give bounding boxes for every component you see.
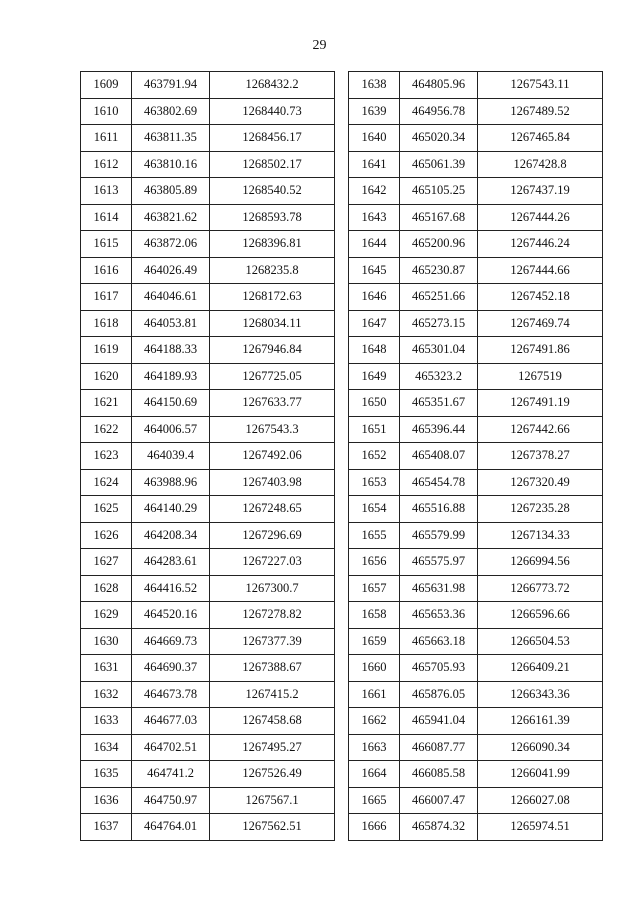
table-row	[81, 496, 335, 523]
table-row	[349, 522, 603, 549]
x-coordinate-cell: 464188.33	[132, 337, 210, 364]
table-row	[349, 575, 603, 602]
table-row	[81, 787, 335, 814]
x-coordinate-cell: 465876.05	[400, 681, 478, 708]
y-coordinate-cell: 1267946.84	[210, 337, 335, 364]
x-coordinate-cell: 464673.78	[132, 681, 210, 708]
x-coordinate-cell: 465874.32	[400, 814, 478, 841]
x-coordinate-cell: 465516.88	[400, 496, 478, 523]
x-coordinate-cell: 463810.16	[132, 151, 210, 178]
x-coordinate-cell: 466087.77	[400, 734, 478, 761]
x-coordinate-cell: 465251.66	[400, 284, 478, 311]
table-row	[349, 469, 603, 496]
point-number-cell: 1624	[81, 469, 132, 496]
table-row	[81, 575, 335, 602]
point-number-cell: 1611	[81, 125, 132, 152]
point-number-cell: 1650	[349, 390, 400, 417]
point-number-cell: 1655	[349, 522, 400, 549]
table-row	[81, 231, 335, 258]
y-coordinate-cell: 1267403.98	[210, 469, 335, 496]
table-row	[349, 681, 603, 708]
x-coordinate-cell: 464416.52	[132, 575, 210, 602]
point-number-cell: 1666	[349, 814, 400, 841]
table-row	[81, 734, 335, 761]
table-row	[81, 125, 335, 152]
table-row	[81, 681, 335, 708]
x-coordinate-cell: 464150.69	[132, 390, 210, 417]
x-coordinate-cell: 465301.04	[400, 337, 478, 364]
point-number-cell: 1640	[349, 125, 400, 152]
x-coordinate-cell: 466007.47	[400, 787, 478, 814]
x-coordinate-cell: 466085.58	[400, 761, 478, 788]
point-number-cell: 1616	[81, 257, 132, 284]
point-number-cell: 1617	[81, 284, 132, 311]
table-row	[349, 814, 603, 841]
table-row	[349, 284, 603, 311]
y-coordinate-cell: 1266041.99	[478, 761, 603, 788]
y-coordinate-cell: 1267388.67	[210, 655, 335, 682]
table-row	[81, 284, 335, 311]
y-coordinate-cell: 1267320.49	[478, 469, 603, 496]
point-number-cell: 1660	[349, 655, 400, 682]
point-number-cell: 1614	[81, 204, 132, 231]
table-row	[81, 204, 335, 231]
y-coordinate-cell: 1267415.2	[210, 681, 335, 708]
table-row	[81, 72, 335, 99]
table-row	[349, 98, 603, 125]
point-number-cell: 1629	[81, 602, 132, 629]
point-number-cell: 1653	[349, 469, 400, 496]
point-number-cell: 1628	[81, 575, 132, 602]
y-coordinate-cell: 1266090.34	[478, 734, 603, 761]
x-coordinate-cell: 463791.94	[132, 72, 210, 99]
point-number-cell: 1627	[81, 549, 132, 576]
y-coordinate-cell: 1267377.39	[210, 628, 335, 655]
page-number: 29	[312, 38, 327, 53]
table-row	[81, 549, 335, 576]
x-coordinate-cell: 463872.06	[132, 231, 210, 258]
y-coordinate-cell: 1267543.11	[478, 72, 603, 99]
y-coordinate-cell: 1266773.72	[478, 575, 603, 602]
point-number-cell: 1626	[81, 522, 132, 549]
x-coordinate-cell: 464026.49	[132, 257, 210, 284]
point-number-cell: 1612	[81, 151, 132, 178]
y-coordinate-cell: 1266504.53	[478, 628, 603, 655]
x-coordinate-cell: 463811.35	[132, 125, 210, 152]
x-coordinate-cell: 465273.15	[400, 310, 478, 337]
table-row	[349, 390, 603, 417]
x-coordinate-cell: 465105.25	[400, 178, 478, 205]
table-row	[81, 655, 335, 682]
y-coordinate-cell: 1268172.63	[210, 284, 335, 311]
point-number-cell: 1615	[81, 231, 132, 258]
point-number-cell: 1625	[81, 496, 132, 523]
x-coordinate-cell: 464764.01	[132, 814, 210, 841]
x-coordinate-cell: 464053.81	[132, 310, 210, 337]
x-coordinate-cell: 465454.78	[400, 469, 478, 496]
y-coordinate-cell: 1267134.33	[478, 522, 603, 549]
coordinates-table-left	[80, 71, 335, 841]
point-number-cell: 1634	[81, 734, 132, 761]
y-coordinate-cell: 1268440.73	[210, 98, 335, 125]
table-row	[349, 125, 603, 152]
x-coordinate-cell: 464690.37	[132, 655, 210, 682]
y-coordinate-cell: 1267526.49	[210, 761, 335, 788]
y-coordinate-cell: 1267633.77	[210, 390, 335, 417]
x-coordinate-cell: 465396.44	[400, 416, 478, 443]
table-row	[81, 814, 335, 841]
point-number-cell: 1649	[349, 363, 400, 390]
point-number-cell: 1641	[349, 151, 400, 178]
table-row	[81, 416, 335, 443]
table-row	[81, 761, 335, 788]
point-number-cell: 1620	[81, 363, 132, 390]
table-row	[349, 257, 603, 284]
table-row	[81, 363, 335, 390]
x-coordinate-cell: 464750.97	[132, 787, 210, 814]
y-coordinate-cell: 1267492.06	[210, 443, 335, 470]
x-coordinate-cell: 465408.07	[400, 443, 478, 470]
point-number-cell: 1659	[349, 628, 400, 655]
y-coordinate-cell: 1268034.11	[210, 310, 335, 337]
table-row	[81, 337, 335, 364]
point-number-cell: 1622	[81, 416, 132, 443]
x-coordinate-cell: 464208.34	[132, 522, 210, 549]
x-coordinate-cell: 464140.29	[132, 496, 210, 523]
x-coordinate-cell: 464702.51	[132, 734, 210, 761]
x-coordinate-cell: 464283.61	[132, 549, 210, 576]
y-coordinate-cell: 1267248.65	[210, 496, 335, 523]
x-coordinate-cell: 464741.2	[132, 761, 210, 788]
table-row	[349, 708, 603, 735]
y-coordinate-cell: 1267437.19	[478, 178, 603, 205]
x-coordinate-cell: 465020.34	[400, 125, 478, 152]
x-coordinate-cell: 465351.67	[400, 390, 478, 417]
x-coordinate-cell: 465631.98	[400, 575, 478, 602]
y-coordinate-cell: 1268456.17	[210, 125, 335, 152]
y-coordinate-cell: 1267491.86	[478, 337, 603, 364]
y-coordinate-cell: 1268396.81	[210, 231, 335, 258]
x-coordinate-cell: 464189.93	[132, 363, 210, 390]
point-number-cell: 1618	[81, 310, 132, 337]
table-row	[349, 72, 603, 99]
table-row	[349, 655, 603, 682]
point-number-cell: 1642	[349, 178, 400, 205]
point-number-cell: 1652	[349, 443, 400, 470]
x-coordinate-cell: 463988.96	[132, 469, 210, 496]
point-number-cell: 1631	[81, 655, 132, 682]
point-number-cell: 1654	[349, 496, 400, 523]
y-coordinate-cell: 1267442.66	[478, 416, 603, 443]
point-number-cell: 1636	[81, 787, 132, 814]
table-row	[349, 363, 603, 390]
x-coordinate-cell: 465705.93	[400, 655, 478, 682]
y-coordinate-cell: 1267543.3	[210, 416, 335, 443]
table-row	[81, 708, 335, 735]
x-coordinate-cell: 463802.69	[132, 98, 210, 125]
y-coordinate-cell: 1267428.8	[478, 151, 603, 178]
point-number-cell: 1639	[349, 98, 400, 125]
table-row	[349, 310, 603, 337]
point-number-cell: 1644	[349, 231, 400, 258]
y-coordinate-cell: 1267227.03	[210, 549, 335, 576]
y-coordinate-cell: 1267491.19	[478, 390, 603, 417]
table-row	[349, 602, 603, 629]
point-number-cell: 1648	[349, 337, 400, 364]
table-row	[349, 734, 603, 761]
x-coordinate-cell: 463805.89	[132, 178, 210, 205]
point-number-cell: 1661	[349, 681, 400, 708]
y-coordinate-cell: 1268593.78	[210, 204, 335, 231]
y-coordinate-cell: 1267562.51	[210, 814, 335, 841]
table-row	[349, 151, 603, 178]
x-coordinate-cell: 465575.97	[400, 549, 478, 576]
table-row	[81, 178, 335, 205]
point-number-cell: 1623	[81, 443, 132, 470]
point-number-cell: 1619	[81, 337, 132, 364]
y-coordinate-cell: 1267469.74	[478, 310, 603, 337]
point-number-cell: 1656	[349, 549, 400, 576]
y-coordinate-cell: 1266161.39	[478, 708, 603, 735]
point-number-cell: 1647	[349, 310, 400, 337]
table-row	[81, 469, 335, 496]
y-coordinate-cell: 1267725.05	[210, 363, 335, 390]
point-number-cell: 1665	[349, 787, 400, 814]
table-row	[349, 231, 603, 258]
x-coordinate-cell: 465941.04	[400, 708, 478, 735]
x-coordinate-cell: 465653.36	[400, 602, 478, 629]
table-row	[81, 257, 335, 284]
y-coordinate-cell: 1268502.17	[210, 151, 335, 178]
table-row	[81, 98, 335, 125]
point-number-cell: 1633	[81, 708, 132, 735]
point-number-cell: 1635	[81, 761, 132, 788]
x-coordinate-cell: 464805.96	[400, 72, 478, 99]
table-row	[81, 443, 335, 470]
table-row	[81, 522, 335, 549]
x-coordinate-cell: 465230.87	[400, 257, 478, 284]
point-number-cell: 1637	[81, 814, 132, 841]
point-number-cell: 1664	[349, 761, 400, 788]
x-coordinate-cell: 463821.62	[132, 204, 210, 231]
y-coordinate-cell: 1267465.84	[478, 125, 603, 152]
point-number-cell: 1658	[349, 602, 400, 629]
point-number-cell: 1632	[81, 681, 132, 708]
table-row	[349, 178, 603, 205]
x-coordinate-cell: 465323.2	[400, 363, 478, 390]
point-number-cell: 1638	[349, 72, 400, 99]
y-coordinate-cell: 1266343.36	[478, 681, 603, 708]
y-coordinate-cell: 1267567.1	[210, 787, 335, 814]
y-coordinate-cell: 1267444.26	[478, 204, 603, 231]
x-coordinate-cell: 465061.39	[400, 151, 478, 178]
table-row	[81, 390, 335, 417]
table-row	[349, 443, 603, 470]
y-coordinate-cell: 1267378.27	[478, 443, 603, 470]
y-coordinate-cell: 1265974.51	[478, 814, 603, 841]
y-coordinate-cell: 1267278.82	[210, 602, 335, 629]
x-coordinate-cell: 464046.61	[132, 284, 210, 311]
x-coordinate-cell: 465167.68	[400, 204, 478, 231]
x-coordinate-cell: 465579.99	[400, 522, 478, 549]
table-row	[349, 496, 603, 523]
point-number-cell: 1662	[349, 708, 400, 735]
table-row	[349, 761, 603, 788]
point-number-cell: 1643	[349, 204, 400, 231]
y-coordinate-cell: 1268432.2	[210, 72, 335, 99]
y-coordinate-cell: 1267300.7	[210, 575, 335, 602]
point-number-cell: 1609	[81, 72, 132, 99]
y-coordinate-cell: 1267519	[478, 363, 603, 390]
point-number-cell: 1651	[349, 416, 400, 443]
table-row	[349, 337, 603, 364]
y-coordinate-cell: 1267489.52	[478, 98, 603, 125]
y-coordinate-cell: 1267446.24	[478, 231, 603, 258]
table-row	[81, 628, 335, 655]
table-row	[349, 628, 603, 655]
point-number-cell: 1657	[349, 575, 400, 602]
x-coordinate-cell: 465200.96	[400, 231, 478, 258]
x-coordinate-cell: 464956.78	[400, 98, 478, 125]
point-number-cell: 1646	[349, 284, 400, 311]
point-number-cell: 1663	[349, 734, 400, 761]
y-coordinate-cell: 1267235.28	[478, 496, 603, 523]
table-row	[81, 151, 335, 178]
y-coordinate-cell: 1267444.66	[478, 257, 603, 284]
table-row	[349, 549, 603, 576]
point-number-cell: 1621	[81, 390, 132, 417]
y-coordinate-cell: 1267458.68	[210, 708, 335, 735]
table-row	[349, 204, 603, 231]
point-number-cell: 1613	[81, 178, 132, 205]
y-coordinate-cell: 1268235.8	[210, 257, 335, 284]
y-coordinate-cell: 1267495.27	[210, 734, 335, 761]
x-coordinate-cell: 464669.73	[132, 628, 210, 655]
point-number-cell: 1645	[349, 257, 400, 284]
point-number-cell: 1610	[81, 98, 132, 125]
x-coordinate-cell: 464520.16	[132, 602, 210, 629]
table-row	[349, 787, 603, 814]
y-coordinate-cell: 1267452.18	[478, 284, 603, 311]
y-coordinate-cell: 1268540.52	[210, 178, 335, 205]
y-coordinate-cell: 1266994.56	[478, 549, 603, 576]
y-coordinate-cell: 1266596.66	[478, 602, 603, 629]
x-coordinate-cell: 464677.03	[132, 708, 210, 735]
x-coordinate-cell: 464039.4	[132, 443, 210, 470]
y-coordinate-cell: 1267296.69	[210, 522, 335, 549]
x-coordinate-cell: 465663.18	[400, 628, 478, 655]
table-row	[81, 602, 335, 629]
coordinates-table-right	[348, 71, 603, 841]
y-coordinate-cell: 1266409.21	[478, 655, 603, 682]
y-coordinate-cell: 1266027.08	[478, 787, 603, 814]
table-row	[81, 310, 335, 337]
table-row	[349, 416, 603, 443]
point-number-cell: 1630	[81, 628, 132, 655]
x-coordinate-cell: 464006.57	[132, 416, 210, 443]
